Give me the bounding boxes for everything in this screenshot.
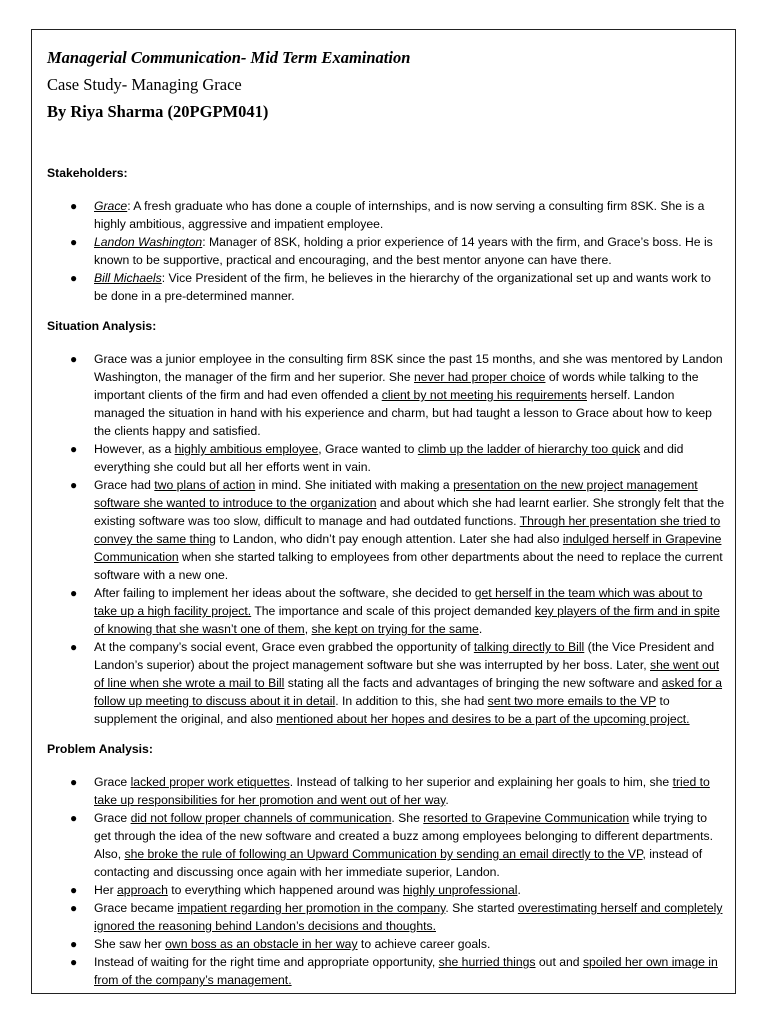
bullet-icon: ● xyxy=(70,811,78,825)
text-run: asked for a follow up meeting to discuss about it in detail xyxy=(94,676,723,708)
text-run: Her xyxy=(94,883,118,897)
text-run: climb up the ladder of hierarchy too quick xyxy=(417,442,641,456)
text-run: Through her presentation she tried to convey the same thing xyxy=(94,514,721,546)
text-run: Grace was a junior employee in the consulting firm 8SK since the past 15 months, and she was mentored by Landon Washington, the manager of the firm and her superior. She xyxy=(94,352,723,384)
text-run: Grace xyxy=(94,199,128,213)
text-run: sent two more emails to the VP xyxy=(487,694,657,708)
text-run: Grace became xyxy=(94,901,178,915)
text-run: . Instead of talking to her superior and explaining her goals to him, she xyxy=(289,775,673,789)
list-item xyxy=(47,440,727,476)
bullet-icon: ● xyxy=(70,640,78,654)
text-run: when she started talking to employees from other departments about the need to replace the current software with a new one. xyxy=(94,550,723,582)
text-run: At the company’s social event, Grace even grabbed the opportunity of xyxy=(94,640,474,654)
document-page xyxy=(31,29,736,994)
text-run: get herself in the team which was about to take up a high facility project. xyxy=(94,586,703,618)
text-run: and about which she had learnt earlier. She strongly felt that the existing software was too slow, difficult to manage and had outdated functions. xyxy=(94,496,725,528)
text-run: impatient regarding her promotion in the company xyxy=(177,901,446,915)
text-run: , instead of contacting and discussing once again with her immediate superior, Landon. xyxy=(94,847,703,879)
bullet-icon: ● xyxy=(70,235,78,249)
list-item xyxy=(47,233,727,269)
text-run: while trying to get through the idea of the new software and created a buzz among employees belonging to different departments. Also, xyxy=(94,811,714,861)
list-item xyxy=(47,476,727,584)
bullet-icon: ● xyxy=(70,775,78,789)
list-item xyxy=(47,935,727,953)
text-run: Grace xyxy=(94,775,131,789)
list-item xyxy=(47,899,727,935)
text-run: highly ambitious employee xyxy=(174,442,319,456)
text-run: . She started xyxy=(445,901,518,915)
text-run: Instead of waiting for the right time and appropriate opportunity, xyxy=(94,955,439,969)
text-run: lacked proper work etiquettes xyxy=(130,775,290,789)
stakeholders-list xyxy=(47,197,727,305)
text-run: . xyxy=(445,793,449,807)
text-run: , xyxy=(304,622,312,636)
text-run: to achieve career goals. xyxy=(357,937,491,951)
text-run: , Grace wanted to xyxy=(318,442,418,456)
text-run: indulged herself in Grapevine Communication xyxy=(94,532,722,564)
text-run: However, as a xyxy=(94,442,175,456)
text-run: . xyxy=(478,622,483,636)
bullet-icon: ● xyxy=(70,586,78,600)
text-run: to Landon, who didn’t pay enough attention. Later she had also xyxy=(215,532,563,546)
text-run: The importance and scale of this project demanded xyxy=(251,604,535,618)
bullet-icon: ● xyxy=(70,883,78,897)
text-run: client by not meeting his requirements xyxy=(381,388,587,402)
text-run: . In addition to this, she had xyxy=(335,694,488,708)
situation-list xyxy=(47,350,727,728)
text-run: own boss as an obstacle in her way xyxy=(165,937,358,951)
text-run: : Manager of 8SK, holding a prior experience of 14 years with the firm, and Grace’s boss. He is known to be supportive, practical and encouraging, and the best mentor anyone can have there. xyxy=(94,235,713,267)
text-run: . xyxy=(517,883,521,897)
text-run: approach xyxy=(117,883,168,897)
text-run: to everything which happened around was xyxy=(167,883,403,897)
title-block xyxy=(47,44,410,125)
text-run: did not follow proper channels of communication xyxy=(130,811,392,825)
text-run: and did everything she could but all her efforts went in vain. xyxy=(94,442,684,474)
list-item xyxy=(47,584,727,638)
text-run: out and xyxy=(535,955,583,969)
text-run: She saw her xyxy=(94,937,166,951)
bullet-icon: ● xyxy=(70,937,78,951)
text-run: Bill Michaels xyxy=(94,271,162,285)
list-item xyxy=(47,809,727,881)
document-body xyxy=(47,164,727,1001)
document-subtitle: Case Study- Managing Grace xyxy=(47,75,242,94)
list-item xyxy=(47,269,727,305)
text-run: Landon Washington xyxy=(94,235,203,249)
list-item xyxy=(47,773,727,809)
bullet-icon: ● xyxy=(70,442,78,456)
text-run: resorted to Grapevine Communication xyxy=(423,811,630,825)
text-run: presentation on the new project management software she wanted to introduce to the organization xyxy=(94,478,698,510)
text-run: overestimating herself and completely ignored the reasoning behind Landon’s decisions and thoughts. xyxy=(94,901,723,933)
text-run: never had proper choice xyxy=(414,370,546,384)
text-run: : A fresh graduate who has done a couple of internships, and is now serving a consulting firm 8SK. She is a highly ambitious, aggressive and impatient employee. xyxy=(94,199,705,231)
list-item xyxy=(47,953,727,989)
text-run: of words while talking to the important clients of the firm and had even offended a xyxy=(94,370,699,402)
text-run: highly unprofessional xyxy=(402,883,518,897)
list-item xyxy=(47,197,727,233)
bullet-icon: ● xyxy=(70,955,78,969)
bullet-icon: ● xyxy=(70,199,78,213)
text-run: two plans of action xyxy=(154,478,256,492)
text-run: key players of the firm and in spite of knowing that she wasn’t one of them xyxy=(94,604,720,636)
bullet-icon: ● xyxy=(70,478,78,492)
text-run: Grace had xyxy=(94,478,155,492)
text-run: she went out of line when she wrote a mail to Bill xyxy=(94,658,720,690)
list-item xyxy=(47,350,727,440)
text-run: herself. Landon managed the situation in hand with his experience and charm, but had taught a lesson to Grace about how to keep the clients happy and satisfied. xyxy=(94,388,712,438)
problem-list xyxy=(47,773,727,989)
text-run: in mind. She initiated with making a xyxy=(255,478,454,492)
text-run: (the Vice President and Landon’s superior) about the project management software but she was interrupted by her boss. Later, xyxy=(94,640,715,672)
text-run: Grace xyxy=(94,811,131,825)
text-run: talking directly to Bill xyxy=(473,640,585,654)
situation-heading: Situation Analysis: xyxy=(47,319,157,333)
text-run: : Vice President of the firm, he believes in the hierarchy of the organizational set up and wants work to be done in a pre-determined manner. xyxy=(94,271,711,303)
text-run: After failing to implement her ideas about the software, she decided to xyxy=(94,586,475,600)
text-run: stating all the facts and advantages of bringing the new software and xyxy=(284,676,662,690)
document-title: Managerial Communication- Mid Term Examination xyxy=(47,48,411,67)
bullet-icon: ● xyxy=(70,352,78,366)
problem-heading: Problem Analysis: xyxy=(47,742,153,756)
text-run: she kept on trying for the same xyxy=(311,622,479,636)
text-run: she hurried things xyxy=(438,955,536,969)
document-author: By Riya Sharma (20PGPM041) xyxy=(47,102,269,121)
text-run: she broke the rule of following an Upward Communication by sending an email directly to the VP xyxy=(124,847,643,861)
list-item xyxy=(47,638,727,728)
bullet-icon: ● xyxy=(70,271,78,285)
text-run: mentioned about her hopes and desires to be a part of the upcoming project. xyxy=(276,712,690,726)
stakeholders-heading: Stakeholders: xyxy=(47,166,128,180)
list-item xyxy=(47,881,727,899)
text-run: spoiled her own image in from of the company’s management. xyxy=(94,955,718,987)
text-run: to supplement the original, and also xyxy=(94,694,670,726)
text-run: tried to take up responsibilities for her promotion and went out of her way xyxy=(94,775,710,807)
bullet-icon: ● xyxy=(70,901,78,915)
text-run: . She xyxy=(391,811,424,825)
